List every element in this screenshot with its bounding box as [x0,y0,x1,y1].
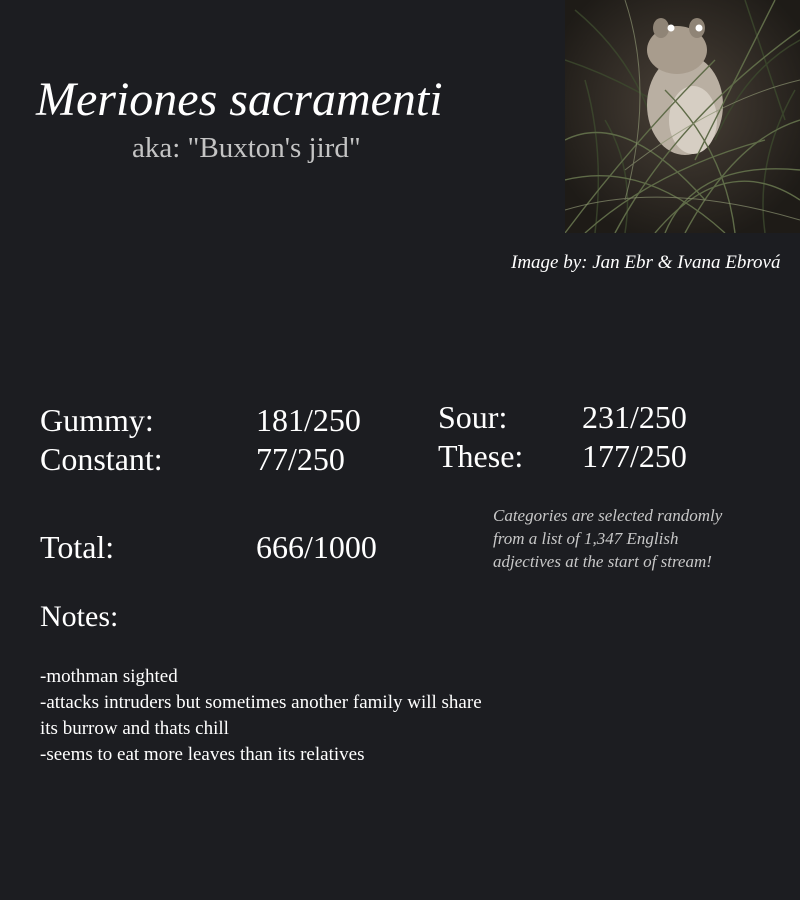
stat-label-these: These: [438,438,524,474]
category-caption: Categories are selected randomly from a list of 1,347 English adjectives at the start of stream! [493,506,723,571]
note-item: -seems to eat more leaves than its relatives [40,744,365,765]
stat-value-sour: 231/250 [582,399,687,435]
total-label: Total: [40,529,115,565]
stat-value-gummy: 181/250 [256,402,361,438]
jird-photo-icon [565,0,800,233]
jird-photo [565,0,800,233]
stat-value-these: 177/250 [582,438,687,474]
stat-value-constant: 77/250 [256,441,345,477]
stat-label-sour: Sour: [438,399,508,435]
species-title: Meriones sacramenti [36,73,443,126]
image-credit: Image by: Jan Ebr & Ivana Ebrová [511,252,781,273]
note-item: -mothman sighted [40,666,178,687]
common-name: aka: "Buxton's jird" [132,132,361,164]
total-value: 666/1000 [256,529,377,565]
stat-label-constant: Constant: [40,441,163,477]
notes-list [40,664,490,768]
notes-heading: Notes: [40,600,119,633]
stat-label-gummy: Gummy: [40,402,154,438]
note-item: -attacks intruders but sometimes another family will share its burrow and thats chill [40,692,482,739]
